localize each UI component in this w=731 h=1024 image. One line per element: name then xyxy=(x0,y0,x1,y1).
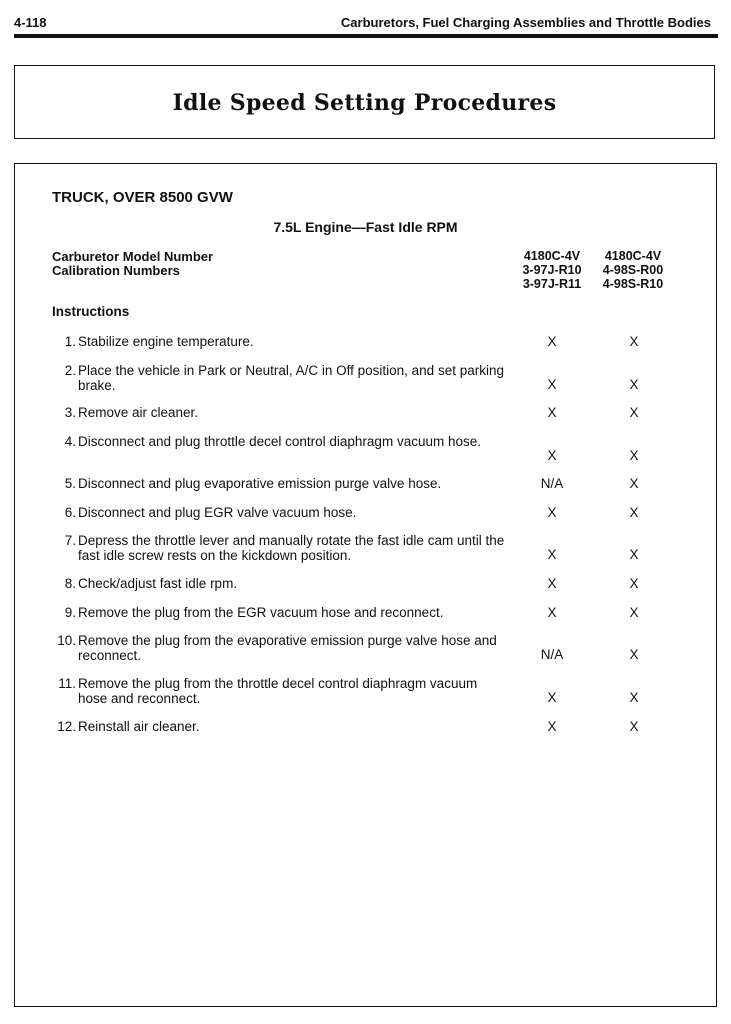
instruction-step xyxy=(52,633,512,663)
col1-applicability-mark: X xyxy=(547,405,557,420)
step-text: Disconnect and plug throttle decel control diaphragm vacuum hose. xyxy=(78,434,481,449)
step-text: Depress the throttle lever and manually rotate the fast idle cam until the fast idle screw rests on the kickdown position. xyxy=(78,533,505,563)
table-subtitle: 7.5L Engine—Fast Idle RPM xyxy=(273,219,458,235)
col2-calibration: 4-98S-R00 xyxy=(602,263,664,277)
procedure-box xyxy=(14,163,717,1007)
instruction-step xyxy=(52,719,512,734)
col2-model: 4180C-4V xyxy=(604,249,662,263)
step-number: 9. xyxy=(64,605,76,620)
col1-calibration: 3-97J-R10 xyxy=(522,263,582,277)
instruction-step xyxy=(52,505,512,520)
step-text: Remove air cleaner. xyxy=(78,405,199,420)
section-heading: TRUCK, OVER 8500 GVW xyxy=(52,189,233,206)
col1-model: 4180C-4V xyxy=(523,249,581,263)
col1-applicability-mark: X xyxy=(547,547,557,562)
col1-applicability-mark: X xyxy=(547,605,557,620)
col2-applicability-mark: X xyxy=(629,605,639,620)
col2-applicability-mark: X xyxy=(629,334,639,349)
col1-applicability-mark: X xyxy=(547,448,557,463)
col2-applicability-mark: X xyxy=(629,719,639,734)
running-header: Carburetors, Fuel Charging Assemblies and Throttle Bodies xyxy=(340,15,711,30)
col2-applicability-mark: X xyxy=(629,647,639,662)
page-number: 4-118 xyxy=(14,15,47,30)
col2-applicability-mark: X xyxy=(629,405,639,420)
instruction-step xyxy=(52,476,512,491)
col2-applicability-mark: X xyxy=(629,448,639,463)
col1-applicability-mark: N/A xyxy=(540,647,564,662)
instruction-step xyxy=(52,676,512,706)
instruction-step xyxy=(52,334,512,349)
step-text: Disconnect and plug EGR valve vacuum hose. xyxy=(78,505,357,520)
col1-applicability-mark: X xyxy=(547,505,557,520)
step-text: Place the vehicle in Park or Neutral, A/C in Off position, and set parking brake. xyxy=(78,363,504,393)
col1-applicability-mark: X xyxy=(547,576,557,591)
col1-applicability-mark: X xyxy=(547,719,557,734)
step-number: 3. xyxy=(64,405,76,420)
col2-calibration: 4-98S-R10 xyxy=(602,277,664,291)
col1-applicability-mark: X xyxy=(547,690,557,705)
step-text: Remove the plug from the evaporative emission purge valve hose and reconnect. xyxy=(78,633,497,663)
col1-applicability-mark: X xyxy=(547,377,557,392)
col2-applicability-mark: X xyxy=(629,476,639,491)
step-text: Remove the plug from the throttle decel control diaphragm vacuum hose and reconnect. xyxy=(78,676,478,706)
instruction-step xyxy=(52,405,512,420)
step-number: 10. xyxy=(57,633,76,648)
col2-applicability-mark: X xyxy=(629,547,639,562)
step-number: 7. xyxy=(64,533,76,548)
step-number: 12. xyxy=(57,719,76,734)
step-number: 5. xyxy=(64,476,76,491)
col2-applicability-mark: X xyxy=(629,576,639,591)
col1-applicability-mark: X xyxy=(547,334,557,349)
step-text: Remove the plug from the EGR vacuum hose and reconnect. xyxy=(78,605,444,620)
step-number: 11. xyxy=(58,676,76,691)
instruction-step xyxy=(52,605,512,620)
col2-applicability-mark: X xyxy=(629,690,639,705)
step-text: Stabilize engine temperature. xyxy=(78,334,254,349)
step-text: Reinstall air cleaner. xyxy=(78,719,200,734)
col2-applicability-mark: X xyxy=(629,505,639,520)
instruction-step xyxy=(52,363,512,393)
page-title: Idle Speed Setting Procedures xyxy=(172,90,557,116)
step-number: 6. xyxy=(64,505,76,520)
col1-calibration: 3-97J-R11 xyxy=(522,277,582,291)
model-number-label: Carburetor Model Number xyxy=(52,249,214,264)
instructions-heading: Instructions xyxy=(52,304,130,319)
instruction-step xyxy=(52,434,512,449)
step-number: 8. xyxy=(64,576,76,591)
instruction-step xyxy=(52,533,512,563)
title-box xyxy=(14,65,715,139)
col2-applicability-mark: X xyxy=(629,377,639,392)
step-number: 1. xyxy=(64,334,76,349)
step-number: 2. xyxy=(64,363,76,378)
step-number: 4. xyxy=(64,434,76,449)
step-text: Disconnect and plug evaporative emission purge valve hose. xyxy=(78,476,442,491)
col1-applicability-mark: N/A xyxy=(540,476,564,491)
header-rule xyxy=(14,34,718,38)
step-text: Check/adjust fast idle rpm. xyxy=(78,576,238,591)
calibration-numbers-label: Calibration Numbers xyxy=(52,263,180,278)
instruction-step xyxy=(52,576,512,591)
